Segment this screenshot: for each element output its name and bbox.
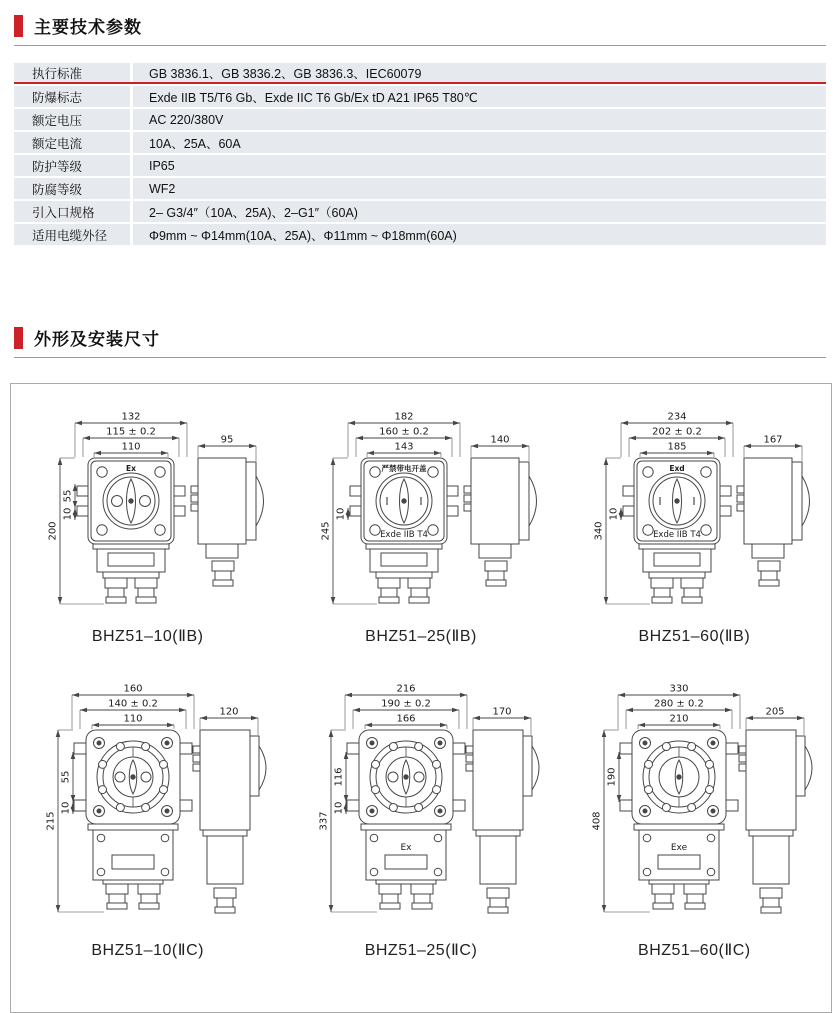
dimension-label: 10: [335, 507, 347, 521]
param-label: 防护等级: [32, 159, 83, 174]
param-label: 执行标准: [32, 66, 83, 81]
param-value: Φ9mm ~ Φ14mm(10A、25A)、Φ11mm ~ Φ18mm(60A): [130, 224, 826, 245]
param-value: AC 220/380V: [130, 109, 826, 130]
dimension-label: 340: [593, 521, 605, 541]
dimension-label: 190: [606, 767, 618, 787]
section-accent-bar: [14, 327, 23, 349]
dimension-label: 234: [667, 411, 687, 423]
drawing-caption: BHZ51–10(ⅡC): [91, 942, 204, 959]
dimension-label: 205: [765, 706, 785, 718]
dimension-label: 216: [396, 683, 416, 695]
section-header-dimensions: [14, 325, 826, 358]
side-view: [466, 707, 539, 914]
technical-drawing-5: [295, 680, 547, 932]
dimension-label: 143: [394, 441, 414, 453]
dimension-label: 140: [490, 434, 510, 446]
param-label: 额定电压: [32, 113, 83, 128]
front-view: [594, 412, 734, 605]
dimension-label: 160 ± 0.2: [379, 426, 429, 438]
param-label: 引入口规格: [32, 205, 95, 220]
drawing-cell: [558, 406, 831, 646]
drawing-caption: BHZ51–60(ⅡB): [638, 628, 751, 645]
drawings-grid: [11, 384, 831, 960]
param-value: GB 3836.1、GB 3836.2、GB 3836.3、IEC60079: [130, 63, 826, 82]
dimension-label: 170: [492, 706, 512, 718]
dimension-label: 95: [220, 434, 234, 446]
param-row: [14, 201, 826, 222]
section-title-params: 主要技术参数: [34, 18, 142, 37]
dimension-label: 185: [667, 441, 687, 453]
face-bottom-label: Ex: [400, 843, 412, 853]
front-view: [45, 684, 194, 913]
technical-drawing-4: [22, 680, 274, 932]
face-bottom-label: Exde IIB T4: [380, 530, 428, 540]
technical-drawing-3: [568, 406, 820, 618]
dimension-label: 140 ± 0.2: [107, 698, 158, 710]
face-top-label: 严禁带电开盖: [381, 464, 427, 473]
drawing-cell: [284, 406, 557, 646]
face-top-label: Exd: [669, 464, 685, 473]
front-view: [592, 684, 741, 913]
dimension-label: 10: [608, 507, 620, 521]
dimension-label: 210: [669, 713, 689, 725]
dimension-label: 132: [121, 411, 141, 423]
section-accent-bar: [14, 15, 23, 37]
params-table: [14, 63, 826, 245]
side-view: [193, 707, 266, 914]
side-view: [739, 707, 812, 914]
dimension-label: 110: [123, 713, 143, 725]
param-label: 额定电流: [32, 136, 83, 151]
side-view: [737, 435, 810, 587]
dimension-label: 190 ± 0.2: [381, 698, 431, 710]
technical-drawing-6: [568, 680, 820, 932]
param-row: [14, 132, 826, 153]
drawing-caption: BHZ51–10(ⅡB): [91, 628, 204, 645]
dimension-label: 115 ± 0.2: [105, 426, 156, 438]
drawing-caption: BHZ51–60(ⅡC): [638, 942, 751, 959]
drawing-cell: [11, 406, 284, 646]
dimension-label: 330: [669, 683, 689, 695]
dimension-label: 245: [320, 521, 332, 541]
drawing-cell: [284, 680, 557, 960]
dimension-label: 166: [396, 713, 416, 725]
dimension-label: 182: [394, 411, 414, 423]
dimension-label: 116: [333, 767, 345, 787]
technical-drawing-1: [22, 406, 274, 618]
dimension-label: 120: [219, 706, 239, 718]
front-view: [318, 684, 467, 913]
side-view: [464, 435, 537, 587]
dimension-label: 55: [62, 489, 74, 503]
param-row: [14, 86, 826, 107]
param-value: WF2: [130, 178, 826, 199]
dimension-label: 202 ± 0.2: [652, 426, 703, 438]
drawing-caption: BHZ51–25(ⅡB): [365, 628, 477, 645]
dimension-label: 167: [763, 434, 783, 446]
param-label: 防爆标志: [32, 90, 83, 105]
param-row: [14, 224, 826, 245]
param-value: IP65: [130, 155, 826, 176]
param-label: 适用电缆外径: [32, 228, 108, 243]
dimension-label: 337: [318, 811, 330, 831]
technical-drawing-2: [295, 406, 547, 618]
dimension-label: 110: [121, 441, 141, 453]
face-bottom-label: Exde IIB T4: [653, 530, 702, 540]
dimension-label: 10: [333, 801, 345, 815]
drawing-cell: [11, 680, 284, 960]
param-row: [14, 178, 826, 199]
drawings-panel: [10, 383, 832, 1013]
dimension-label: 10: [60, 801, 72, 815]
drawing-caption: BHZ51–25(ⅡC): [364, 942, 478, 959]
dimension-label: 10: [62, 507, 74, 521]
param-value: 10A、25A、60A: [130, 132, 826, 153]
dimension-label: 200: [47, 521, 59, 541]
drawing-cell: [558, 680, 831, 960]
param-row: [14, 109, 826, 130]
param-label: 防腐等级: [32, 182, 83, 197]
param-value: 2– G3/4″（10A、25A)、2–G1″（60A): [130, 201, 826, 222]
param-row: [14, 63, 826, 84]
dimension-label: 215: [45, 811, 57, 831]
front-view: [47, 412, 187, 605]
face-top-label: Ex: [125, 464, 136, 473]
dimension-label: 160: [123, 683, 143, 695]
param-value: Exde IIB T5/T6 Gb、Exde IIC T6 Gb/Ex tD A21 IP65 T80℃: [130, 86, 826, 107]
front-view: [320, 412, 460, 605]
side-view: [191, 435, 264, 587]
dimension-label: 408: [591, 811, 603, 831]
dimension-label: 280 ± 0.2: [654, 698, 705, 710]
section-header-params: [14, 13, 826, 46]
param-row: [14, 155, 826, 176]
face-bottom-label: Exe: [671, 843, 688, 853]
dimension-label: 55: [60, 770, 72, 784]
section-title-dimensions: 外形及安装尺寸: [34, 330, 160, 349]
